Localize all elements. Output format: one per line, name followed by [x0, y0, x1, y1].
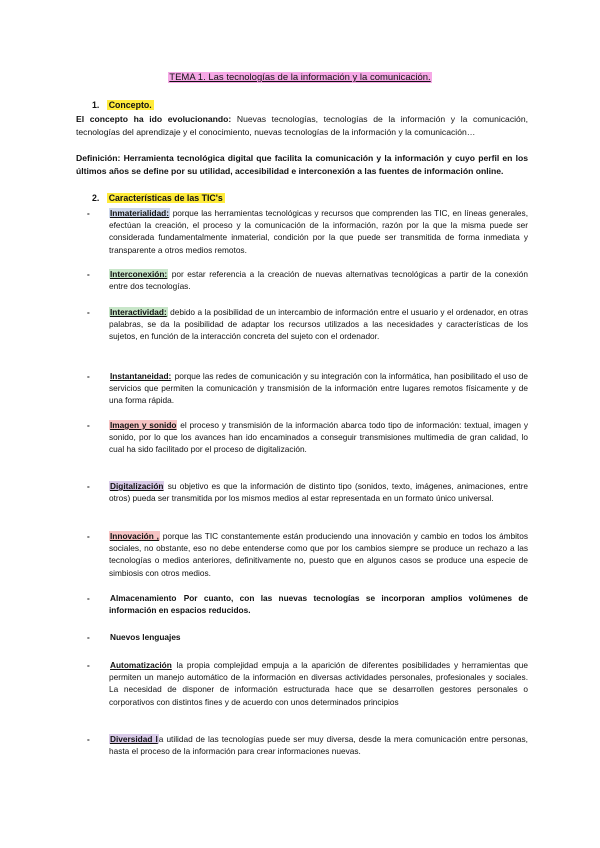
document-title: TEMA 1. Las tecnologías de la información y la comunicación.: [169, 72, 431, 83]
list-item: - Instantaneidad: porque las redes de comunicación y su integración con la informática, han posibilitado el uso de servicios que permiten la comunicación y transmisión de la información entre lugares remotos físicamente y de una forma rápida.: [87, 371, 528, 406]
item-heading: Inmaterialidad:: [110, 208, 170, 218]
section-2-label: Características de las TIC's: [108, 193, 223, 203]
list-item: - Automatización la propia complejidad empuja a la aparición de diferentes posibilidades y herramientas que permiten un manejo automático de la información en diversas actividades personales, profesionales y sociales. La necesidad de disponer de información estructurada hace que se desarrollen gestores personales o corporativos con distintos fines y de acuerdo con unos determinados principios: [87, 660, 528, 707]
list-item: - Interconexión: por estar referencia a la creación de nuevas alternativas tecnológicas a partir de la conexión entre dos tecnologías.: [87, 269, 528, 292]
list-item: - Inmaterialidad: porque las herramientas tecnológicas y recursos que comprenden las TIC, en líneas generales, efectúan la creación, el proceso y la comunicación de la información, razón por la que la misma puede ser considerada fundamentalmente inmaterial, condición por la que puede ser transmitida de forma inmediata y transparente a otros medios remotos.: [87, 208, 528, 255]
item-text: porque las herramientas tecnológicas y recursos que comprenden las TIC, en líneas generales, efectúan la creación, el proceso y la comunicación de la información, razón por la que la misma puede ser considerada fundamentalmente inmaterial, condición por la que puede ser transmitida de forma inmediata y transparente a otros medios remotos.: [109, 208, 528, 255]
item-text: Por cuanto, con las nuevas tecnologías se incorporan amplios volúmenes de información en espacios reducidos.: [109, 593, 528, 616]
definition-paragraph: Definición: Herramienta tecnológica digital que facilita la comunicación y la información y cuyo perfil en los últimos años se define por su utilidad, accesibilidad e interconexión a las fuentes de información online.: [76, 153, 528, 176]
item-text: la propia complejidad empuja a la aparición de diferentes posibilidades y herramientas que permiten un manejo automático de la información en diversas actividades personales, profesionales y sociales. La necesidad de disponer de información estructurada hace que se desarrollen gestores personales o corporativos con distintos fines y de acuerdo con unos determinados principios: [109, 660, 528, 707]
section-1-number: 1.: [92, 100, 100, 110]
item-heading: Innovación ,: [110, 531, 159, 541]
item-heading: Automatización: [110, 660, 172, 670]
item-text: porque las redes de comunicación y su integración con la informática, han posibilitado el uso de servicios que permiten la comunicación y transmisión de la información entre lugares remotos físicamente y de una forma rápida.: [109, 371, 528, 406]
item-heading: Almacenamiento: [110, 593, 177, 603]
list-item: - Nuevos lenguajes: [87, 632, 181, 642]
section-2-number: 2.: [92, 193, 100, 203]
item-text: por estar referencia a la creación de nuevas alternativas tecnológicas a partir de la conexión entre dos tecnologías.: [109, 269, 528, 292]
item-text: debido a la posibilidad de un intercambio de información entre el usuario y el ordenador, en otras palabras, se da la posibilidad de adaptar los recursos utilizados a las necesidades y características de los sujetos, en función de la interacción concreta del sujeto con el ordenador.: [109, 307, 528, 342]
list-item: - Almacenamiento Por cuanto, con las nuevas tecnologías se incorporan amplios volúmenes de información en espacios reducidos.: [87, 593, 528, 616]
item-heading: Interconexión:: [110, 269, 168, 279]
item-heading: Imagen y sonido: [110, 420, 177, 430]
item-text: su objetivo es que la información de distinto tipo (sonidos, texto, imágenes, animaciones, entre otros) pueda ser transmitida por los mismos medios al estar representada en un formato único universal.: [109, 481, 528, 504]
list-item: - Imagen y sonido el proceso y transmisión de la información abarca todo tipo de información: textual, imagen y sonido, por lo que los avances han ido encaminados a conseguir transmisiones multimedia de gran calidad, lo cual ha sido facilitado por el proceso de digitalización.: [87, 420, 528, 455]
concept-evolution-label: El concepto ha ido evolucionando:: [76, 114, 232, 124]
concept-evolution-text: Nuevas tecnologías, tecnologías de la información y la comunicación, tecnologías del aprendizaje y el conocimiento, nuevas tecnologías de la información y la comunicación…: [76, 114, 528, 137]
item-heading: Nuevos lenguajes: [110, 632, 181, 642]
list-item: - Interactividad: debido a la posibilidad de un intercambio de información entre el usuario y el ordenador, en otras palabras, se da la posibilidad de adaptar los recursos utilizados a las necesidades y características de los sujetos, en función de la interacción concreta del sujeto con el ordenador.: [87, 307, 528, 342]
list-item: - Digitalización su objetivo es que la información de distinto tipo (sonidos, texto, imágenes, animaciones, entre otros) pueda ser transmitida por los mismos medios al estar representada en un formato único universal.: [87, 481, 528, 504]
list-item: - Diversidad la utilidad de las tecnologías puede ser muy diversa, desde la mera comunicación entre personas, hasta el proceso de la información para crear informaciones nuevas.: [87, 734, 528, 757]
item-heading: Diversidad l: [110, 734, 158, 744]
section-2-heading: [92, 193, 225, 203]
item-heading: Instantaneidad:: [110, 371, 172, 381]
item-text: porque las TIC constantemente están produciendo una innovación y cambio en todos los ámbitos sociales, no obstante, eso no debe entenderse como que por los cambios siempre se produce un rechazo a las tecnologías o medios anteriores, definitivamente no, puesto que en algunos casos se produce una especie de simbiosis con otros medios.: [109, 531, 528, 578]
item-text: a utilidad de las tecnologías puede ser muy diversa, desde la mera comunicación entre personas, hasta el proceso de la información para crear informaciones nuevas.: [109, 734, 528, 757]
list-item: - Innovación , porque las TIC constantemente están produciendo una innovación y cambio en todos los ámbitos sociales, no obstante, eso no debe entenderse como que por los cambios siempre se produce un rechazo a las tecnologías o medios anteriores, definitivamente no, puesto que en algunos casos se produce una especie de simbiosis con otros medios.: [87, 531, 528, 578]
item-heading: Interactividad:: [110, 307, 167, 317]
item-heading: Digitalización: [110, 481, 164, 491]
item-text: el proceso y transmisión de la información abarca todo tipo de información: textual, imagen y sonido, por lo que los avances han ido encaminados a conseguir transmisiones multimedia de gran calidad, lo cual ha sido facilitado por el proceso de digitalización.: [109, 420, 528, 455]
concept-evolution-paragraph: [76, 113, 528, 138]
section-1-label: Concepto.: [108, 100, 152, 110]
section-1-heading: [92, 100, 154, 110]
